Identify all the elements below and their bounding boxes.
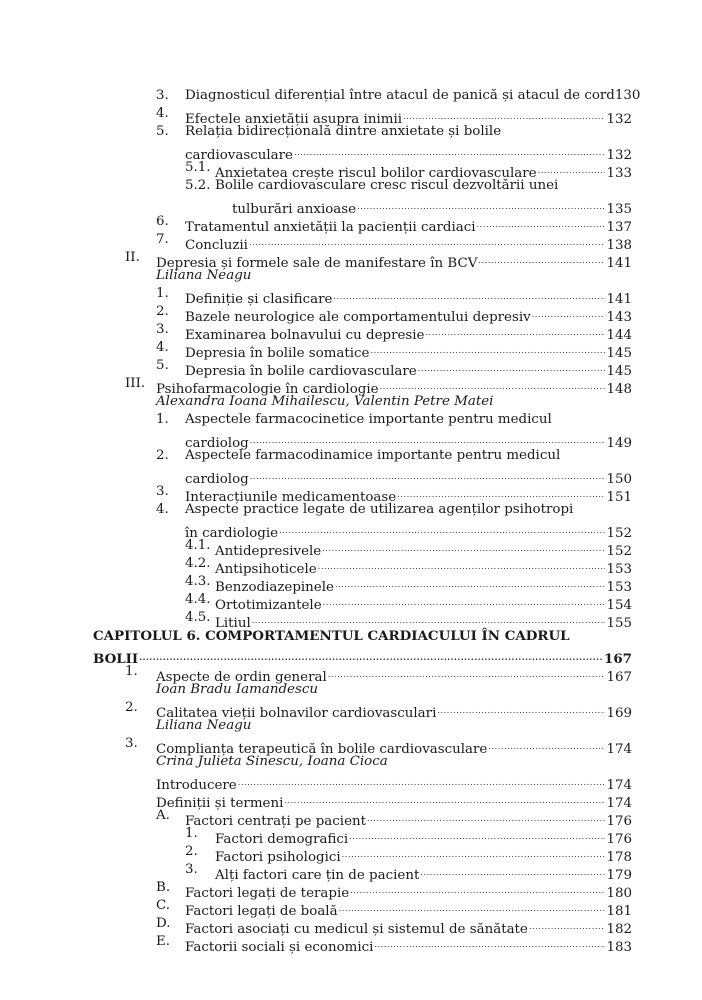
toc-title: Efectele anxietății asupra inimii	[185, 112, 403, 127]
toc-entry[interactable]	[185, 933, 632, 955]
dot-leader	[437, 699, 605, 717]
dot-leader	[380, 375, 606, 393]
toc-number: C.	[156, 898, 171, 913]
toc-number: B.	[156, 880, 171, 895]
dot-leader	[294, 141, 606, 159]
toc-page-number: 132	[606, 148, 632, 163]
toc-title: Examinarea bolnavului cu depresie	[185, 328, 425, 343]
dot-leader	[370, 339, 605, 357]
toc-title: Litiul	[215, 616, 251, 631]
toc-entry[interactable]	[185, 303, 632, 325]
dot-leader	[477, 213, 606, 231]
toc-number: 2.	[185, 844, 198, 859]
dot-leader	[335, 573, 606, 591]
dot-leader	[284, 789, 605, 807]
toc-entry[interactable]	[156, 249, 632, 271]
toc-title: Psihofarmacologie în cardiologie	[156, 382, 379, 397]
toc-title: Aspecte de ordin general	[156, 670, 327, 685]
toc-page-number: 176	[606, 814, 632, 829]
toc-entry[interactable]	[185, 897, 632, 919]
toc-page-number: 181	[606, 904, 632, 919]
toc-number: 6.	[156, 214, 169, 229]
dot-leader	[333, 285, 605, 303]
toc-number: 2.	[125, 700, 138, 715]
author-line: Liliana Neagu	[156, 268, 252, 283]
toc-entry[interactable]	[215, 843, 632, 865]
toc-title: Diagnosticul diferențial între atacul de panică și atacul de cord	[185, 88, 615, 103]
toc-title: Factorii sociali și economici	[185, 940, 374, 955]
toc-title: Interacțiunile medicamentoase	[185, 490, 397, 505]
dot-leader	[139, 645, 603, 663]
dot-leader	[238, 771, 606, 789]
toc-entry[interactable]	[185, 429, 632, 451]
toc-title[interactable]: Bolile cardiovasculare cresc riscul dezvoltării unei	[215, 178, 559, 193]
toc-entry[interactable]	[215, 555, 632, 577]
toc-title: Factori demografici	[215, 832, 349, 847]
toc-entry[interactable]	[185, 285, 632, 307]
toc-page-number: 144	[606, 328, 632, 343]
toc-number: 2.	[156, 304, 169, 319]
dot-leader	[425, 321, 605, 339]
toc-page-number: 180	[606, 886, 632, 901]
toc-entry[interactable]	[185, 879, 632, 901]
dot-leader	[323, 591, 606, 609]
toc-page-number: 150	[606, 472, 632, 487]
dot-leader	[328, 663, 606, 681]
toc-page-number: 154	[606, 598, 632, 613]
toc-title: Antidepresivele	[215, 544, 322, 559]
toc-title: Definiție și clasificare	[185, 292, 333, 307]
toc-number: E.	[156, 934, 171, 949]
toc-entry[interactable]	[215, 861, 632, 883]
toc-entry[interactable]	[215, 591, 632, 613]
toc-page-number: 155	[606, 616, 632, 631]
toc-page-number: 183	[606, 940, 632, 955]
toc-number: 5.	[156, 124, 169, 139]
toc-entry[interactable]	[185, 321, 632, 343]
toc-title[interactable]: Relația bidirecțională dintre anxietate și bolile	[185, 124, 502, 139]
toc-page-number: 141	[606, 292, 632, 307]
toc-number: 3.	[125, 736, 138, 751]
toc-number: II.	[125, 250, 140, 265]
toc-title: cardiovasculare	[185, 148, 293, 163]
toc-title: Definiții și termeni	[156, 796, 284, 811]
author-line: Ioan Bradu Iamandescu	[156, 682, 318, 697]
toc-title: Bazele neurologice ale comportamentului depresiv	[185, 310, 531, 325]
dot-leader	[342, 843, 606, 861]
toc-entry[interactable]	[185, 519, 632, 541]
dot-leader	[349, 825, 605, 843]
toc-entry[interactable]	[185, 213, 632, 235]
toc-number: 1.	[125, 664, 138, 679]
toc-title: Ortotimizantele	[215, 598, 322, 613]
toc-title: Antipsihoticele	[215, 562, 317, 577]
toc-number: 1.	[156, 412, 169, 427]
toc-title: Depresia în bolile somatice	[185, 346, 370, 361]
toc-entry[interactable]	[215, 573, 632, 595]
toc-entry[interactable]	[215, 537, 632, 559]
toc-number: 4.4.	[185, 592, 211, 607]
toc-number: 4.	[156, 106, 169, 121]
toc-entry[interactable]	[185, 231, 632, 253]
author-line: Liliana Neagu	[156, 718, 252, 733]
toc-entry[interactable]	[185, 87, 641, 105]
toc-entry[interactable]	[185, 465, 632, 487]
dot-leader	[357, 195, 605, 213]
toc-page-number: 148	[606, 382, 632, 397]
toc-number: 1.	[156, 286, 169, 301]
toc-entry[interactable]	[215, 825, 632, 847]
dot-leader	[397, 483, 605, 501]
toc-number: 3.	[185, 862, 198, 877]
toc-entry[interactable]	[185, 807, 632, 829]
toc-page-number: 174	[606, 742, 632, 757]
toc-entry[interactable]	[185, 483, 632, 505]
toc-number: 3.	[156, 88, 169, 103]
toc-title: cardiolog	[185, 436, 249, 451]
toc-page-number: 130	[614, 88, 641, 103]
toc-page-number: 174	[606, 796, 632, 811]
toc-page-number: 135	[606, 202, 632, 217]
toc-title: Anxietatea crește riscul bolilor cardiovasculare	[215, 166, 537, 181]
toc-entry[interactable]	[232, 195, 632, 217]
toc-title: Factori asociați cu medicul și sistemul de sănătate	[185, 922, 528, 937]
toc-number: 4.2.	[185, 556, 211, 571]
toc-number: 3.	[156, 322, 169, 337]
dot-leader	[350, 879, 605, 897]
toc-number: 3.	[156, 484, 169, 499]
toc-page-number: 169	[606, 706, 632, 721]
toc-page-number: 153	[606, 562, 632, 577]
toc-page-number: 176	[606, 832, 632, 847]
toc-number: 1.	[185, 826, 198, 841]
toc-title: cardiolog	[185, 472, 249, 487]
dot-leader	[418, 357, 606, 375]
dot-leader	[374, 933, 605, 951]
dot-leader	[478, 249, 605, 267]
toc-title: Alți factori care țin de pacient	[215, 868, 420, 883]
toc-page-number: 152	[606, 544, 632, 559]
toc-title: tulburări anxioase	[232, 202, 357, 217]
toc-page-number: 174	[606, 778, 632, 793]
dot-leader	[250, 465, 606, 483]
author-line: Alexandra Ioana Mihailescu, Valentin Petre Matei	[156, 394, 494, 409]
toc-page-number: 145	[606, 346, 632, 361]
dot-leader	[532, 303, 606, 321]
toc-title: Factori legați de terapie	[185, 886, 350, 901]
toc-number: 5.	[156, 358, 169, 373]
toc-number: 4.	[156, 340, 169, 355]
dot-leader	[488, 735, 605, 753]
toc-title: Depresia în bolile cardiovasculare	[185, 364, 417, 379]
toc-number: 2.	[156, 448, 169, 463]
toc-entry[interactable]	[156, 375, 632, 397]
toc-number: D.	[156, 916, 171, 931]
toc-entry[interactable]	[156, 789, 632, 811]
dot-leader	[538, 159, 606, 177]
toc-number: A.	[156, 808, 170, 823]
toc-title[interactable]: Aspectele farmacocinetice importante pentru medicul	[185, 412, 552, 427]
toc-page-number: 133	[606, 166, 632, 181]
toc-title: Concluzii	[185, 238, 248, 253]
toc-entry[interactable]	[156, 699, 632, 721]
dot-leader	[529, 915, 606, 933]
toc-entry[interactable]	[215, 609, 632, 631]
toc-page-number: 167	[604, 651, 632, 667]
toc-entry[interactable]	[185, 105, 632, 127]
toc-entry[interactable]	[156, 735, 632, 757]
toc-page-number: 132	[606, 112, 632, 127]
toc-page-number: 149	[606, 436, 632, 451]
toc-title[interactable]: Aspecte practice legate de utilizarea agenților psihotropi	[185, 502, 574, 517]
toc-number: 7.	[156, 232, 169, 247]
toc-entry[interactable]	[156, 771, 632, 793]
toc-title: Factori psihologici	[215, 850, 341, 865]
toc-number: III.	[125, 376, 146, 391]
toc-title: în cardiologie	[185, 526, 279, 541]
toc-number: 5.2.	[185, 178, 211, 193]
toc-entry[interactable]	[93, 645, 632, 667]
toc-title: Calitatea vieții bolnavilor cardiovasculari	[156, 706, 437, 721]
toc-page-number: 143	[606, 310, 632, 325]
toc-number: 4.	[156, 502, 169, 517]
toc-page-number: 178	[606, 850, 632, 865]
dot-leader	[279, 519, 605, 537]
toc-number: 4.1.	[185, 538, 211, 553]
toc-page-number: 153	[606, 580, 632, 595]
toc-title: Complianța terapeutică în bolile cardiovasculare	[156, 742, 488, 757]
dot-leader	[322, 537, 605, 555]
toc-entry[interactable]	[215, 159, 632, 181]
toc-page-number: 137	[606, 220, 632, 235]
author-line: Crina Julieta Sinescu, Ioana Cioca	[156, 754, 388, 769]
toc-title: BOLII	[93, 651, 139, 667]
dot-leader	[339, 897, 606, 915]
toc-title: Benzodiazepinele	[215, 580, 334, 595]
toc-entry[interactable]	[156, 663, 632, 685]
toc-page-number: 167	[606, 670, 632, 685]
toc-title: Introducere	[156, 778, 237, 793]
dot-leader	[318, 555, 606, 573]
toc-number: 4.5.	[185, 610, 211, 625]
dot-leader	[403, 105, 605, 123]
toc-page-number: 179	[606, 868, 632, 883]
toc-page-number: 152	[606, 526, 632, 541]
toc-page-number: 138	[606, 238, 632, 253]
dot-leader	[250, 429, 606, 447]
toc-entry[interactable]	[185, 339, 632, 361]
toc-title[interactable]: Aspectele farmacodinamice importante pentru medicul	[185, 448, 561, 463]
toc-number: 4.3.	[185, 574, 211, 589]
dot-leader	[249, 231, 605, 249]
chapter-title[interactable]: CAPITOLUL 6. COMPORTAMENTUL CARDIACULUI ÎN CADRUL	[93, 628, 570, 644]
toc-entry[interactable]	[185, 915, 632, 937]
dot-leader	[420, 861, 605, 879]
toc-page-number: 141	[606, 256, 632, 271]
toc-entry[interactable]	[185, 141, 632, 163]
dot-leader	[367, 807, 605, 825]
toc-title: Depresia și formele sale de manifestare în BCV	[156, 256, 478, 271]
toc-page-number: 145	[606, 364, 632, 379]
toc-page-number: 151	[606, 490, 632, 505]
dot-leader	[252, 609, 606, 627]
toc-entry[interactable]	[185, 357, 632, 379]
toc-number: 5.1.	[185, 160, 211, 175]
toc-page-number: 182	[606, 922, 632, 937]
toc-title: Factori legați de boală	[185, 904, 338, 919]
toc-title: Factori centrați pe pacient	[185, 814, 367, 829]
toc-title: Tratamentul anxietății la pacienții cardiaci	[185, 220, 476, 235]
